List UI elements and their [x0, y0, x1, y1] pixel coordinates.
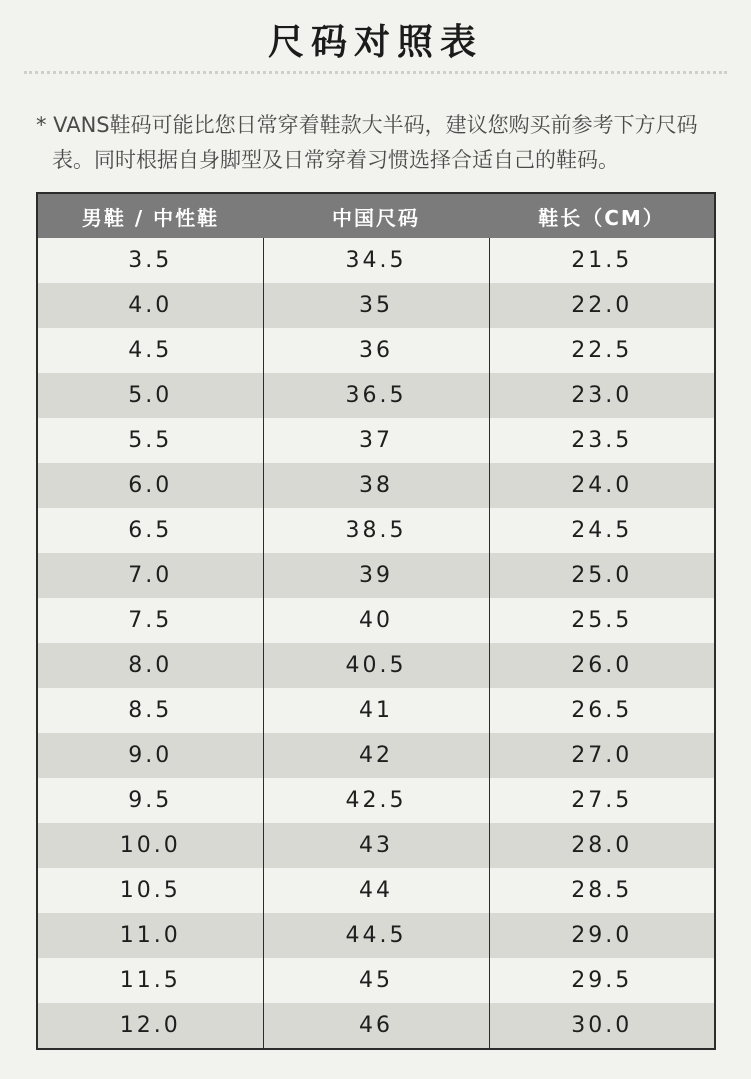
- cell-foot-length: 22.0: [489, 283, 715, 328]
- cell-china-size: 40: [263, 598, 489, 643]
- header-us-size: 男鞋 / 中性鞋: [37, 193, 263, 238]
- cell-china-size: 38: [263, 463, 489, 508]
- cell-us-size: 10.0: [37, 823, 263, 868]
- cell-us-size: 5.0: [37, 373, 263, 418]
- table-header-row: [37, 193, 715, 238]
- table-row: [37, 418, 715, 463]
- cell-us-size: 6.5: [37, 508, 263, 553]
- cell-us-size: 9.0: [37, 733, 263, 778]
- table-row: [37, 283, 715, 328]
- cell-foot-length: 26.5: [489, 688, 715, 733]
- table-row: [37, 1003, 715, 1049]
- cell-china-size: 36: [263, 328, 489, 373]
- cell-foot-length: 24.0: [489, 463, 715, 508]
- table-body: [37, 238, 715, 1049]
- cell-us-size: 11.5: [37, 958, 263, 1003]
- cell-us-size: 10.5: [37, 868, 263, 913]
- cell-us-size: 8.0: [37, 643, 263, 688]
- cell-foot-length: 26.0: [489, 643, 715, 688]
- cell-us-size: 8.5: [37, 688, 263, 733]
- cell-foot-length: 27.5: [489, 778, 715, 823]
- table-row: [37, 733, 715, 778]
- cell-foot-length: 22.5: [489, 328, 715, 373]
- cell-china-size: 44: [263, 868, 489, 913]
- table-row: [37, 463, 715, 508]
- cell-foot-length: 29.0: [489, 913, 715, 958]
- cell-foot-length: 28.0: [489, 823, 715, 868]
- cell-china-size: 38.5: [263, 508, 489, 553]
- table-row: [37, 958, 715, 1003]
- size-note-line-2: 表。同时根据自身脚型及日常穿着习惯选择合适自己的鞋码。: [52, 148, 619, 172]
- cell-foot-length: 30.0: [489, 1003, 715, 1049]
- cell-foot-length: 29.5: [489, 958, 715, 1003]
- cell-china-size: 36.5: [263, 373, 489, 418]
- table-row: [37, 238, 715, 283]
- cell-foot-length: 25.5: [489, 598, 715, 643]
- cell-china-size: 44.5: [263, 913, 489, 958]
- table-row: [37, 328, 715, 373]
- cell-china-size: 37: [263, 418, 489, 463]
- cell-us-size: 7.0: [37, 553, 263, 598]
- table-row: [37, 553, 715, 598]
- dotted-divider: [24, 71, 727, 74]
- table-row: [37, 823, 715, 868]
- table-row: [37, 598, 715, 643]
- cell-china-size: 45: [263, 958, 489, 1003]
- size-chart-table: [36, 192, 716, 1050]
- cell-china-size: 35: [263, 283, 489, 328]
- size-note: [36, 108, 726, 178]
- cell-us-size: 6.0: [37, 463, 263, 508]
- cell-us-size: 9.5: [37, 778, 263, 823]
- cell-foot-length: 23.5: [489, 418, 715, 463]
- cell-china-size: 46: [263, 1003, 489, 1049]
- cell-foot-length: 28.5: [489, 868, 715, 913]
- cell-china-size: 42: [263, 733, 489, 778]
- cell-china-size: 41: [263, 688, 489, 733]
- table-row: [37, 373, 715, 418]
- cell-china-size: 43: [263, 823, 489, 868]
- cell-us-size: 5.5: [37, 418, 263, 463]
- cell-foot-length: 24.5: [489, 508, 715, 553]
- header-china-size: 中国尺码: [263, 193, 489, 238]
- page-title: 尺码对照表: [267, 22, 483, 63]
- cell-china-size: 42.5: [263, 778, 489, 823]
- cell-foot-length: 25.0: [489, 553, 715, 598]
- cell-us-size: 3.5: [37, 238, 263, 283]
- cell-us-size: 11.0: [37, 913, 263, 958]
- table-row: [37, 643, 715, 688]
- table-row: [37, 508, 715, 553]
- cell-china-size: 40.5: [263, 643, 489, 688]
- cell-china-size: 34.5: [263, 238, 489, 283]
- table-row: [37, 913, 715, 958]
- cell-foot-length: 27.0: [489, 733, 715, 778]
- cell-foot-length: 21.5: [489, 238, 715, 283]
- table-row: [37, 688, 715, 733]
- cell-foot-length: 23.0: [489, 373, 715, 418]
- cell-us-size: 4.5: [37, 328, 263, 373]
- cell-us-size: 4.0: [37, 283, 263, 328]
- size-note-line-1: * VANS鞋码可能比您日常穿着鞋款大半码，建议您购买前参考下方尺码: [36, 113, 698, 137]
- cell-china-size: 39: [263, 553, 489, 598]
- cell-us-size: 12.0: [37, 1003, 263, 1049]
- header-foot-length: 鞋长（CM）: [489, 193, 715, 238]
- table-row: [37, 868, 715, 913]
- cell-us-size: 7.5: [37, 598, 263, 643]
- table-row: [37, 778, 715, 823]
